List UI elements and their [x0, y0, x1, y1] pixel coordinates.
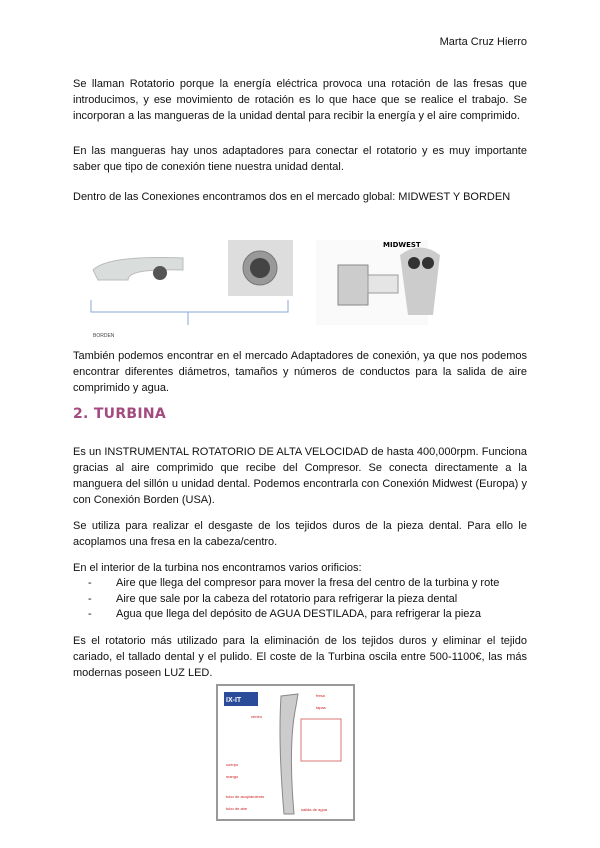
borden-label: BORDEN — [93, 333, 115, 339]
section-heading-turbina: 2. TURBINA — [73, 406, 167, 422]
connectors-figure — [88, 230, 528, 340]
paragraph-orificios: En el interior de la turbina nos encontramos varios orificios: — [73, 562, 362, 574]
label-salida-agua: salida de agua — [301, 807, 328, 812]
label-fresa: fresa — [316, 693, 325, 698]
list-item: - Aire que sale por la cabeza del rotatorio para refrigerar la pieza dental — [88, 592, 499, 608]
paragraph-mangueras: En las mangueras hay unos adaptadores para conectar el rotatorio y es muy importante saber que tipo de conexión tiene nuestra unidad dental. — [73, 145, 527, 173]
label-mango: mango — [226, 774, 239, 779]
paragraph-turbina: Es un INSTRUMENTAL ROTATORIO DE ALTA VELOCIDAD de hasta 400,000rpm. Funciona gracias al aire comprimido que recibe del Compresor. Se conecta directamente a la manguera del sillón u unidad dental. Podemos encontrarla con Conexión Midwest (Europa) y con Conexión Borden (USA). — [73, 446, 527, 506]
label-tubo-acoplamiento: tubo de acoplamiento — [226, 794, 265, 799]
paragraph-conexiones: Dentro de las Conexiones encontramos dos en el mercado global: MIDWEST Y BORDEN — [73, 191, 511, 203]
paragraph-coste: Es el rotatorio más utilizado para la eliminación de los tejidos duros y eliminar el tejido cariado, el tallado dental y el pulido. El coste de la Turbina oscila entre 500-1100€, las más modernas poseen LUZ LED. — [73, 635, 527, 679]
label-centro: centro — [251, 714, 263, 719]
ixit-logo: IX-IT — [226, 697, 242, 704]
list-item: - Agua que llega del depósito de AGUA DESTILADA, para refrigerar la pieza — [88, 607, 499, 623]
paragraph-uso: Se utiliza para realizar el desgaste de los tejidos duros de la pieza dental. Para ello le acoplamos una fresa en la cabeza/centro. — [73, 520, 527, 548]
header-author: Marta Cruz Hierro — [439, 36, 527, 48]
orificios-list — [88, 576, 499, 623]
label-tapas: tapas — [316, 705, 326, 710]
label-cuerpo: cuerpo — [226, 762, 239, 767]
turbine-diagram — [216, 684, 356, 824]
midwest-label: MIDWEST — [383, 241, 421, 249]
paragraph-adaptadores: También podemos encontrar en el mercado Adaptadores de conexión, ya que nos podemos encontrar diferentes diámetros, tamaños y números de conductos para la salida de aire comprimido y agua. — [73, 350, 527, 394]
paragraph-rotatorio: Se llaman Rotatorio porque la energía eléctrica provoca una rotación de las fresas que introducimos, y ese movimiento de rotación es lo que hace que se realice el trabajo. Se incorporan a las mangueras de la unidad dental para recibir la energía y el aire comprimido. — [73, 78, 527, 122]
list-item: - Aire que llega del compresor para mover la fresa del centro de la turbina y rote — [88, 576, 499, 592]
label-tubo-aire: tubo de aire — [226, 806, 248, 811]
